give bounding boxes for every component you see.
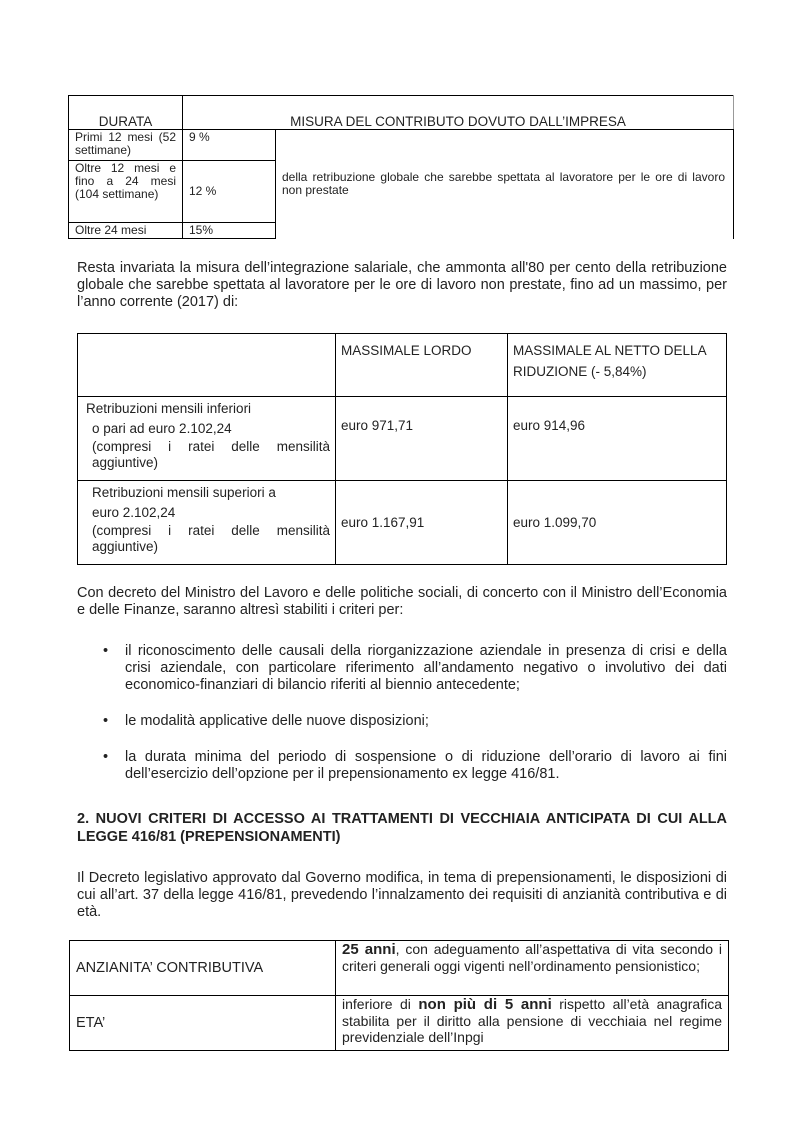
list-item [77, 643, 727, 694]
percent-cell: 15% [183, 223, 276, 239]
row-label-line: euro 2.102,24 [92, 505, 176, 520]
requirement-label: ANZIANITA’ CONTRIBUTIVA [70, 941, 336, 996]
durata-cell: Primi 12 mesi (52 settimane) [69, 130, 183, 161]
contribution-table [68, 95, 734, 239]
bullet-icon: • [103, 713, 109, 729]
contribution-description: della retribuzione globale che sarebbe spettata al lavoratore per le ore di lavoro non prestate [276, 130, 734, 239]
requirement-text: , con adeguamento all’aspettativa di vita secondo i criteri generali oggi vigenti nell’ordinamento pensionistico; [342, 941, 722, 974]
paragraph-decreto: Con decreto del Ministro del Lavoro e delle politiche sociali, di concerto con il Ministro dell’Economia e delle Finanze, saranno altresì stabiliti i criteri per: [77, 585, 727, 618]
list-item [77, 713, 727, 730]
list-item-text: il riconoscimento delle causali della riorganizzazione aziendale in presenza di crisi e della crisi aziendale, con particolare riferimento all’andamento negativo o involutivo dei dati economico-finanziari di bilancio riferiti al biennio antecedente; [125, 643, 727, 693]
requirement-bold: 25 anni [342, 941, 396, 958]
netto-value: euro 914,96 [508, 397, 727, 481]
header-netto: MASSIMALE AL NETTO DELLA RIDUZIONE (- 5,84%) [508, 334, 727, 397]
row-label-line: Retribuzioni mensili inferiori [86, 401, 252, 416]
durata-cell: Oltre 24 mesi [69, 223, 183, 239]
requirement-value [336, 941, 729, 996]
list-item-text: le modalità applicative delle nuove disposizioni; [125, 713, 429, 729]
row-label-line: Retribuzioni mensili superiori a [92, 485, 276, 500]
requirement-text: rispetto all’età anagrafica stabilita per il diritto alla pensione di vecchiaia nel regime previdenziale dell’Inpgi [342, 996, 722, 1045]
row-label-line: o pari ad euro 2.102,24 [92, 421, 232, 436]
lordo-value: euro 1.167,91 [336, 481, 508, 565]
requirements-table [69, 940, 729, 1051]
section-heading: 2. NUOVI CRITERI DI ACCESSO AI TRATTAMENTI DI VECCHIAIA ANTICIPATA DI CUI ALLA LEGGE 416/81 (PREPENSIONAMENTI) [77, 811, 727, 845]
lordo-value: euro 971,71 [336, 397, 508, 481]
header-durata: DURATA [69, 96, 183, 130]
netto-value: euro 1.099,70 [508, 481, 727, 565]
row-label [78, 397, 336, 481]
massimale-table [77, 333, 727, 565]
requirement-value [336, 996, 729, 1051]
requirement-text: inferiore di [342, 996, 419, 1012]
empty-header-cell [78, 334, 336, 397]
requirement-label: ETA’ [70, 996, 336, 1051]
list-item [77, 749, 727, 783]
durata-cell: Oltre 12 mesi e fino a 24 mesi (104 settimane) [69, 161, 183, 223]
paragraph-prepensionamenti: Il Decreto legislativo approvato dal Governo modifica, in tema di prepensionamenti, le disposizioni di cui all’art. 37 della legge 416/81, prevedendo l’innalzamento dei requisiti di anzianità contributiva e di età. [77, 870, 727, 920]
bullet-icon: • [103, 749, 109, 765]
row-label [78, 481, 336, 565]
header-lordo: MASSIMALE LORDO [336, 334, 508, 397]
criteria-list [77, 643, 727, 802]
list-item-text: la durata minima del periodo di sospensione o di riduzione dell’orario di lavoro ai fini dell’esercizio dell’opzione per il prepensionamento ex legge 416/81. [125, 749, 727, 782]
paragraph-integrazione: Resta invariata la misura dell’integrazione salariale, che ammonta all'80 per cento della retribuzione globale che sarebbe spettata al lavoratore per le ore di lavoro non prestate, fino ad un massimo, per l’anno corrente (2017) di: [77, 260, 727, 310]
row-label-line: (compresi i ratei delle mensilità aggiuntive) [92, 523, 330, 554]
header-misura: MISURA DEL CONTRIBUTO DOVUTO DALL’IMPRESA [183, 96, 734, 130]
percent-cell: 12 % [183, 161, 276, 223]
row-label-line: (compresi i ratei delle mensilità aggiuntive) [92, 439, 330, 470]
requirement-bold: non più di 5 anni [418, 996, 552, 1013]
bullet-icon: • [103, 643, 109, 659]
percent-cell: 9 % [183, 130, 276, 161]
